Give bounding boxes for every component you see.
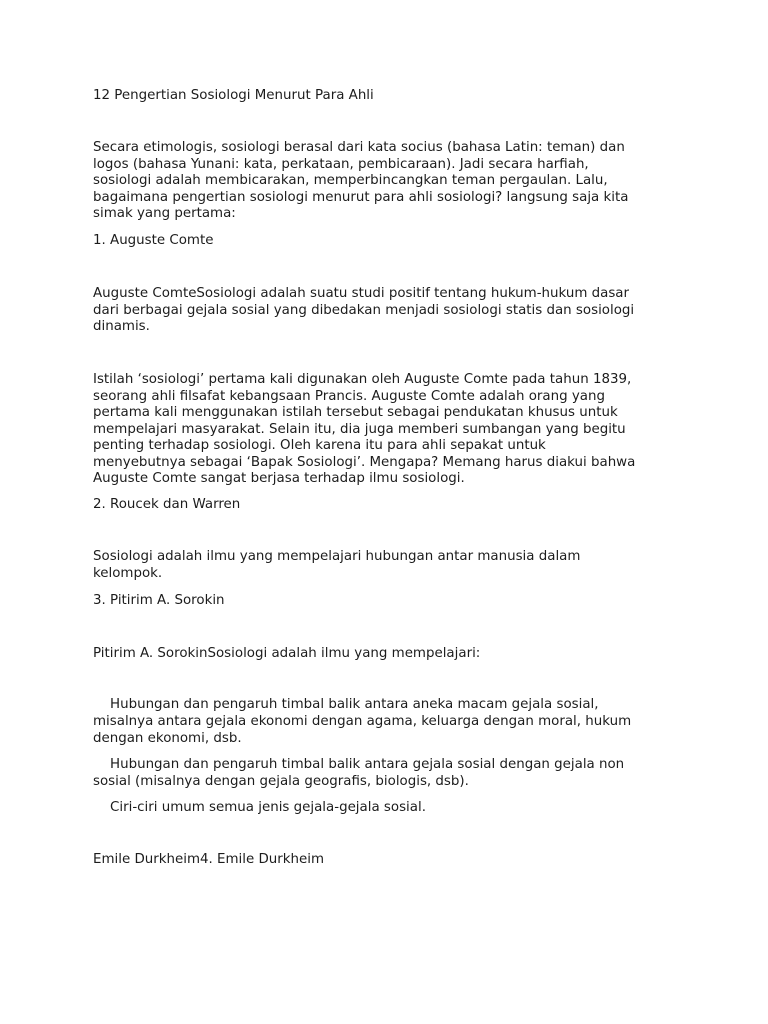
roucek-definition-line: Sosiologi adalah ilmu yang mempelajari hubungan antar manusia dalam xyxy=(93,549,581,564)
comte-history-line: penting terhadap sosiologi. Oleh karena itu para ahli sepakat untuk xyxy=(93,438,546,453)
intro-line: bagaimana pengertian sosiologi menurut para ahli sosiologi? langsung saja kita xyxy=(93,189,629,205)
comte-definition-line: dinamis. xyxy=(93,319,150,334)
sorokin-item-line: misalnya antara gejala ekonomi dengan agama, keluarga dengan moral, hukum xyxy=(93,714,632,729)
heading-pitirim-sorokin: 3. Pitirim A. Sorokin xyxy=(93,593,225,608)
document-title: 12 Pengertian Sosiologi Menurut Para Ahli xyxy=(93,88,374,103)
heading-roucek-warren: 2. Roucek dan Warren xyxy=(93,497,241,512)
comte-definition-line: Auguste ComteSosiologi adalah suatu studi positif tentang hukum-hukum dasar xyxy=(93,286,630,301)
sorokin-item-line: dengan ekonomi, dsb. xyxy=(93,730,242,746)
comte-history-line: pertama kali menggunakan istilah tersebut sebagai pendukatan khusus untuk xyxy=(93,405,618,420)
heading-auguste-comte: 1. Auguste Comte xyxy=(93,233,214,248)
heading-emile-durkheim: Emile Durkheim4. Emile Durkheim xyxy=(93,852,325,867)
sorokin-item-line: Hubungan dan pengaruh timbal balik antara gejala sosial dengan gejala non xyxy=(93,757,625,772)
comte-history-line: mempelajari masyarakat. Selain itu, dia juga memberi sumbangan yang begitu xyxy=(93,421,626,437)
comte-history-line: seorang ahli filsafat kebangsaan Prancis. Auguste Comte adalah orang yang xyxy=(93,388,605,404)
intro-line: Secara etimologis, sosiologi berasal dari kata socius (bahasa Latin: teman) dan xyxy=(93,140,625,155)
sorokin-item-line: Hubungan dan pengaruh timbal balik antara aneka macam gejala sosial, xyxy=(93,697,599,712)
comte-definition-line: dari berbagai gejala sosial yang dibedakan menjadi sosiologi statis dan sosiologi xyxy=(93,302,635,318)
comte-history-line: menyebutnya sebagai ‘Bapak Sosiologi’. Mengapa? Memang harus diakui bahwa xyxy=(93,454,636,470)
sorokin-item-line: Ciri-ciri umum semua jenis gejala-gejala sosial. xyxy=(93,800,426,815)
intro-line: simak yang pertama: xyxy=(93,206,236,221)
sorokin-item-line: sosial (misalnya dengan gejala geografis, biologis, dsb). xyxy=(93,773,469,789)
intro-line: sosiologi adalah membicarakan, memperbincangkan teman pergaulan. Lalu, xyxy=(93,173,608,188)
comte-history-line: Istilah ‘sosiologi’ pertama kali digunakan oleh Auguste Comte pada tahun 1839, xyxy=(93,372,632,387)
intro-line: logos (bahasa Yunani: kata, perkataan, pembicaraan). Jadi secara harfiah, xyxy=(93,156,589,172)
comte-history-line: Auguste Comte sangat berjasa terhadap ilmu sosiologi. xyxy=(93,471,465,486)
roucek-definition-line: kelompok. xyxy=(93,566,163,581)
sorokin-intro: Pitirim A. SorokinSosiologi adalah ilmu yang mempelajari: xyxy=(93,646,481,661)
